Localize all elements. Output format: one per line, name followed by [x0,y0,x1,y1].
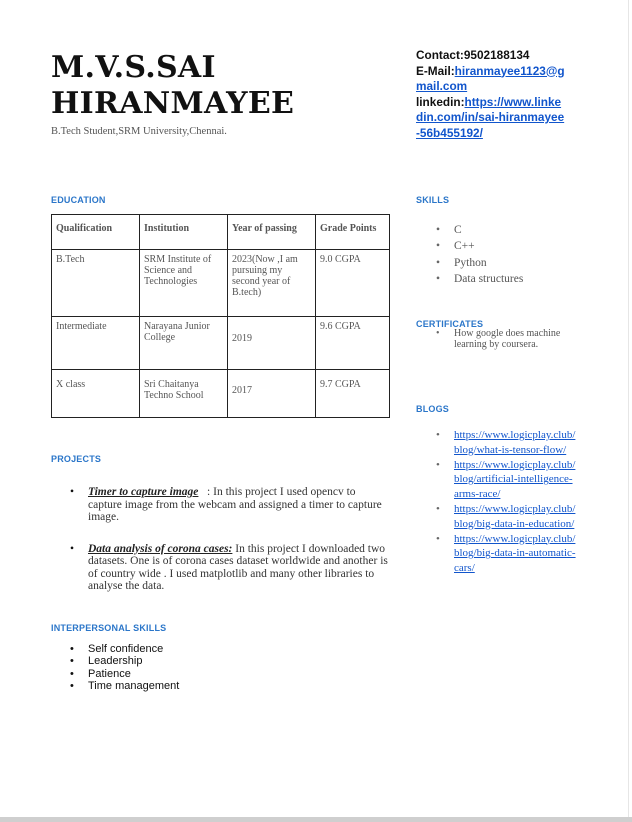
contact-email-row [416,64,566,95]
education-cell: 9.6 CGPA [316,317,390,370]
education-cell: Narayana Junior College [140,317,228,370]
list-item [436,532,576,576]
education-col-grade: Grade Points [316,215,390,250]
list-item: • C++ [436,238,523,254]
education-cell: 9.7 CGPA [316,370,390,418]
education-cell: B.Tech [52,250,140,317]
list-item: • Patience [70,668,179,680]
interpersonal-heading: INTERPERSONAL SKILLS [51,623,167,633]
education-col-institution: Institution [140,215,228,250]
blog-link[interactable]: https://www.logicplay.club/blog/big-data-in-education/ [454,502,576,530]
project-description: In this project I downloaded two datasets. One is of corona cases dataset worldwide and another is of country wide . I used matplotlib and many other libraries to analyse the data. [88,542,388,592]
candidate-subtitle: B.Tech Student,SRM University,Chennai. [51,126,227,137]
list-item [70,486,390,524]
education-cell: 2017 [228,370,316,418]
project-title: Data analysis of corona cases: [88,542,233,555]
projects-list [70,486,390,612]
education-cell: X class [52,370,140,418]
contact-linkedin-row [416,95,566,142]
skills-heading: SKILLS [416,195,450,205]
education-heading: EDUCATION [51,195,106,205]
table-row [52,370,390,418]
education-cell: Sri Chaitanya Techno School [140,370,228,418]
table-row [52,250,390,317]
table-row [52,317,390,370]
contact-email-label: E-Mail: [416,63,455,78]
projects-heading: PROJECTS [51,454,102,464]
contact-phone-row [416,48,566,64]
list-item: • Time management [70,680,179,692]
linkedin-link[interactable]: https://www.linkedin.com/in/sai-hiranmayee-56b455192/ [416,94,565,140]
list-item [436,502,576,532]
list-item [436,458,576,502]
interpersonal-list [70,643,179,693]
project-separator: : [198,486,211,498]
list-item: • Python [436,255,523,271]
education-header-row [52,215,390,250]
education-cell: 2023(Now ,I am pursuing my second year of B.tech) [228,250,316,317]
page-bottom-edge [0,817,632,822]
list-item: • Self confidence [70,643,179,655]
education-col-year: Year of passing [228,215,316,250]
blog-link[interactable]: https://www.logicplay.club/blog/big-data-in-automatic-cars/ [454,532,576,575]
certificates-heading: CERTIFICATES [416,319,484,329]
project-title: Timer to capture image [88,486,199,498]
list-item: • Leadership [70,655,179,667]
blog-link[interactable]: https://www.logicplay.club/blog/what-is-tensor-flow/ [454,429,576,456]
education-table [51,214,390,418]
contact-phone-label: Contact: [416,48,464,62]
education-cell: Intermediate [52,317,140,370]
education-cell: SRM Institute of Science and Technologies [140,250,228,317]
email-link[interactable]: hiranmayee1123@gmail.com [416,63,565,93]
blogs-heading: BLOGS [416,404,450,414]
list-item [70,543,390,593]
skills-list [436,222,523,287]
candidate-name: M.V.S.SAI HIRANMAYEE [51,50,295,121]
certificates-list [436,328,571,350]
list-item: • C [436,222,523,238]
contact-phone: 9502188134 [463,48,530,62]
list-item [436,428,576,458]
education-col-qualification: Qualification [52,215,140,250]
list-item: • How google does machine learning by coursera. [436,328,571,350]
list-item: • Data structures [436,271,523,287]
project-description: In this project I used opencv to capture image from the webcam and assigned a timer to capture image. [88,486,382,523]
contact-block [416,48,566,141]
blogs-list [436,428,576,576]
blog-link[interactable]: https://www.logicplay.club/blog/artificial-intelligence-arms-race/ [454,458,576,501]
education-cell: 9.0 CGPA [316,250,390,317]
education-cell: 2019 [228,317,316,370]
contact-linkedin-label: linkedin: [416,94,465,109]
